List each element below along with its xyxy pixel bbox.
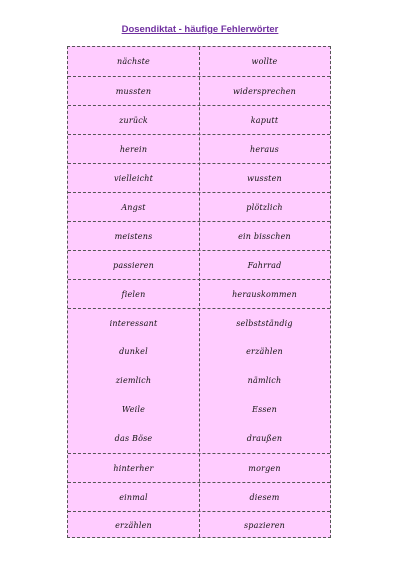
- table-row: [68, 134, 330, 163]
- word-right: wollte: [251, 57, 278, 66]
- word-left: dunkel: [119, 347, 148, 356]
- word-right: draußen: [246, 434, 283, 443]
- word-right: morgen: [248, 463, 281, 473]
- word-right: heraus: [250, 144, 279, 154]
- word-right: selbstständig: [236, 318, 293, 328]
- word-right: herauskommen: [232, 290, 297, 299]
- word-right: widersprechen: [233, 86, 296, 96]
- table-row: [68, 453, 330, 482]
- word-right: wussten: [247, 173, 282, 183]
- word-left: mussten: [115, 86, 152, 96]
- word-left: passieren: [113, 260, 154, 270]
- table-row: [68, 395, 330, 424]
- table-row: [68, 424, 330, 453]
- table-row: [68, 192, 330, 221]
- table-row: [68, 221, 330, 250]
- word-left: herein: [119, 144, 148, 154]
- word-right: plötzlich: [246, 202, 283, 212]
- word-left: Angst: [121, 202, 146, 212]
- word-right: spazieren: [243, 520, 285, 530]
- word-left: Weile: [121, 405, 146, 414]
- table-row: [68, 308, 330, 337]
- table-row: [68, 250, 330, 279]
- word-left: das Böse: [114, 434, 153, 443]
- word-left: meistens: [114, 231, 153, 241]
- word-left: hinterher: [113, 463, 154, 473]
- table-row: [68, 511, 330, 538]
- word-left: erzählen: [115, 520, 152, 530]
- word-left: vielleicht: [113, 173, 154, 183]
- word-left: fielen: [121, 290, 146, 299]
- page-title: Dosendiktat - häufige Fehlerwörter: [121, 24, 279, 35]
- word-left: zurück: [119, 115, 148, 125]
- word-table: [67, 46, 331, 538]
- table-row: [68, 482, 330, 511]
- word-left: ziemlich: [115, 376, 152, 385]
- word-left: einmal: [119, 492, 148, 502]
- table-row: [68, 105, 330, 134]
- word-right: Essen: [252, 405, 277, 414]
- word-left: nächste: [116, 57, 150, 66]
- table-row: [68, 76, 330, 105]
- word-right: erzählen: [246, 347, 283, 356]
- word-left: interessant: [109, 318, 158, 328]
- word-right: kaputt: [250, 115, 279, 125]
- table-row: [68, 47, 330, 76]
- word-right: nämlich: [247, 376, 282, 385]
- word-right: Fahrrad: [247, 260, 282, 270]
- word-right: ein bisschen: [238, 231, 291, 241]
- table-row: [68, 366, 330, 395]
- word-right: diesem: [249, 492, 280, 502]
- table-row: [68, 279, 330, 309]
- table-row: [68, 163, 330, 192]
- table-row: [68, 337, 330, 366]
